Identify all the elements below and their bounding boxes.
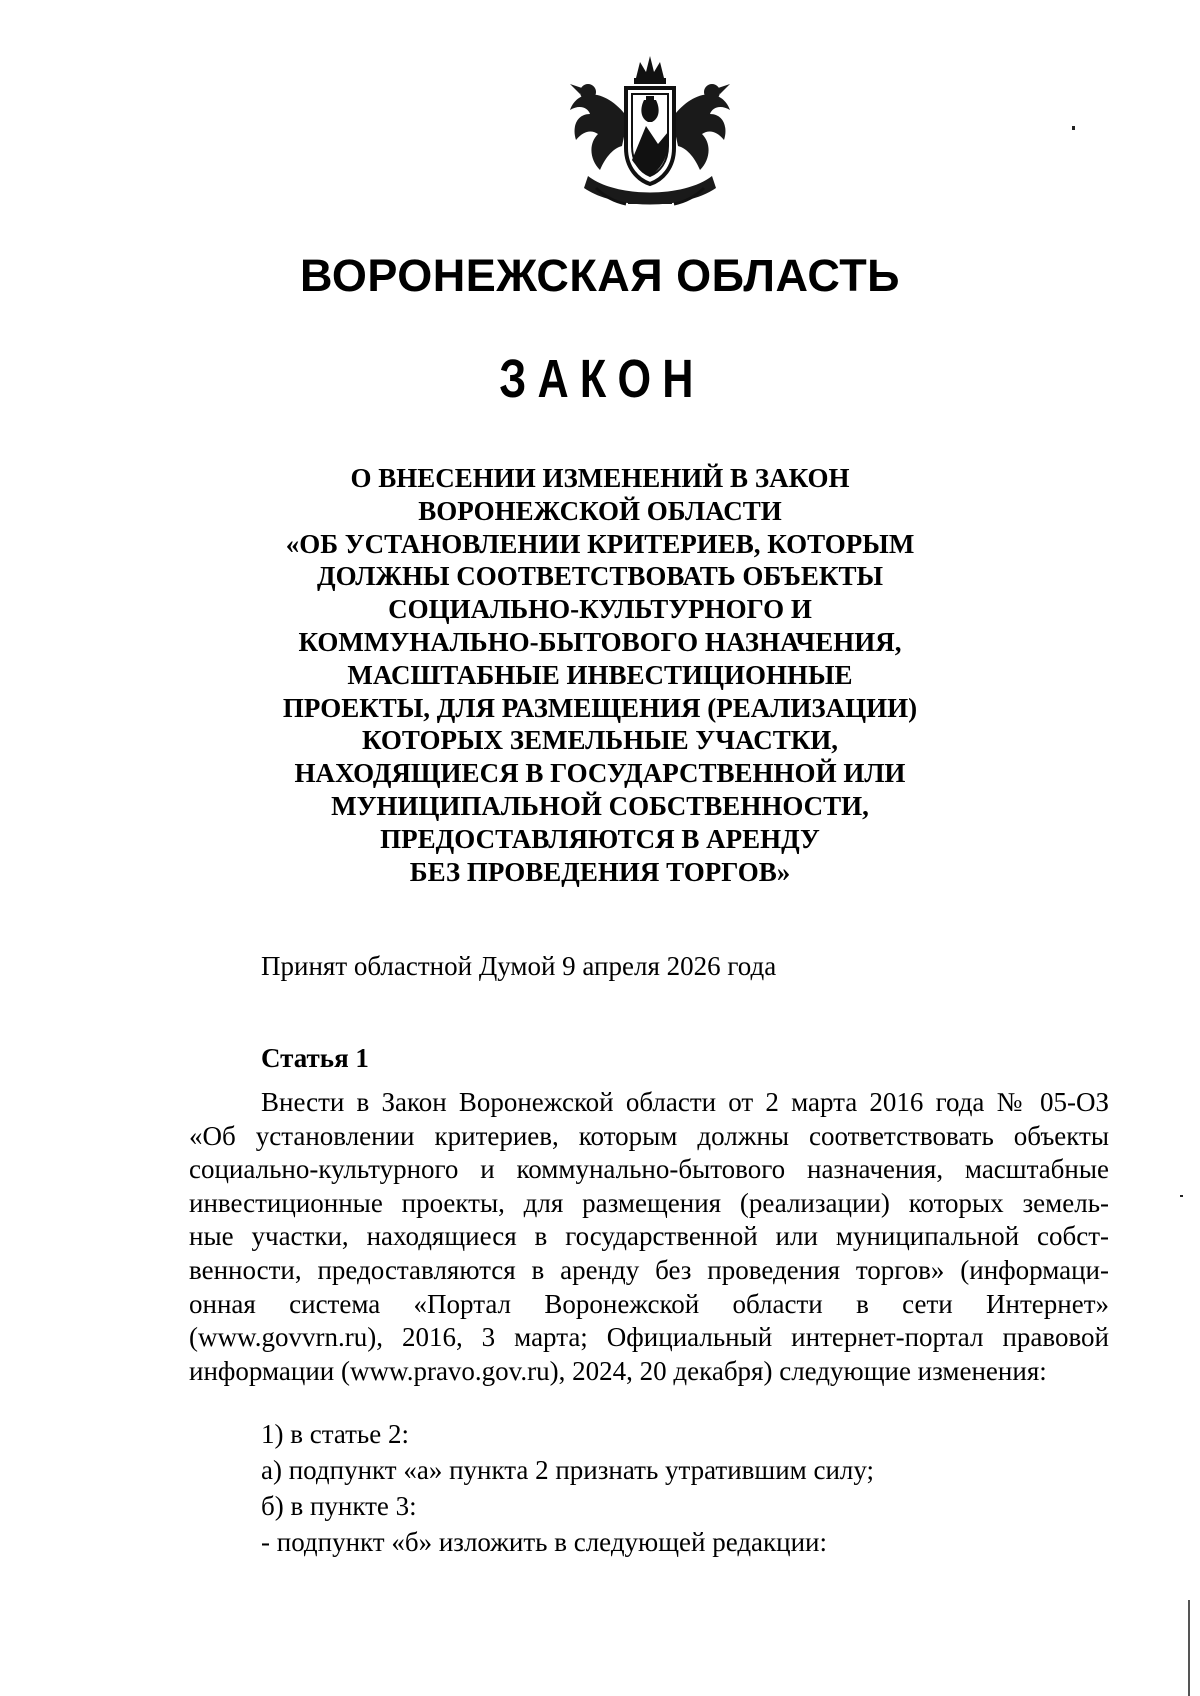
title-line: О ВНЕСЕНИИ ИЗМЕНЕНИЙ В ЗАКОН [350, 463, 850, 493]
article-line: онная система «Портал Воронежской области в сети Интернет» [189, 1288, 1109, 1319]
coat-of-arms-icon [566, 48, 734, 208]
title-line: ДОЛЖНЫ СООТВЕТСТВОВАТЬ ОБЪЕКТЫ [317, 561, 883, 592]
title-line: СОЦИАЛЬНО-КУЛЬТУРНОГО И [388, 594, 812, 625]
article-body [189, 1086, 1109, 1388]
title-line: ВОРОНЕЖСКОЙ ОБЛАСТИ [418, 495, 782, 526]
list-item: - подпункт «б» изложить в следующей редакции: [261, 1527, 828, 1557]
scan-artifact [1180, 1195, 1183, 1197]
title-line: ПРЕДОСТАВЛЯЮТСЯ В АРЕНДУ [380, 823, 820, 854]
emblem-graphic [566, 48, 734, 208]
list-item: б) в пункте 3: [261, 1491, 417, 1521]
title-line: НАХОДЯЩИЕСЯ В ГОСУДАРСТВЕННОЙ ИЛИ [294, 758, 906, 789]
article-line: социально-культурного и коммунально-бытового назначения, масштабные [189, 1154, 1109, 1185]
title-line: МУНИЦИПАЛЬНОЙ СОБСТВЕННОСТИ, [331, 790, 869, 821]
article-line: (www.govvrn.ru), 2016, 3 марта; Официальный интернет-портал правовой [189, 1322, 1109, 1353]
article-line: информации (www.pravo.gov.ru), 2024, 20 декабря) следующие изменения: [189, 1355, 1047, 1386]
scan-artifact [1072, 126, 1075, 130]
adoption-note: Принят областной Думой 9 апреля 2026 года [261, 951, 777, 981]
article-line: ные участки, находящиеся в государственной или муниципальной собст- [189, 1221, 1109, 1252]
title-line: КОММУНАЛЬНО-БЫТОВОГО НАЗНАЧЕНИЯ, [298, 626, 902, 657]
amendment-list [261, 1416, 874, 1560]
title-line: МАСШТАБНЫЕ ИНВЕСТИЦИОННЫЕ [347, 659, 853, 690]
title-line: «ОБ УСТАНОВЛЕНИИ КРИТЕРИЕВ, КОТОРЫМ [285, 528, 915, 559]
list-item: а) подпункт «а» пункта 2 признать утратившим силу; [261, 1455, 875, 1485]
article-line: венности, предоставляются в аренду без проведения торгов» (информаци- [189, 1254, 1109, 1285]
title-line: КОТОРЫХ ЗЕМЕЛЬНЫЕ УЧАСТКИ, [361, 725, 839, 756]
article-line: инвестиционные проекты, для размещения (реализации) которых земель- [189, 1187, 1109, 1218]
article-line: Внести в Закон Воронежской области от 2 марта 2016 года № 05-ОЗ [261, 1087, 1109, 1117]
title-line: БЕЗ ПРОВЕДЕНИЯ ТОРГОВ» [409, 856, 791, 887]
region-name: ВОРОНЕЖСКАЯ ОБЛАСТЬ [299, 250, 901, 301]
article-line: «Об установлении критериев, которым должны соответствовать объекты [189, 1120, 1109, 1151]
article-heading: Статья 1 [261, 1043, 369, 1073]
list-item: 1) в статье 2: [261, 1419, 409, 1449]
law-title [150, 462, 1050, 888]
document-type: ЗАКОН [499, 349, 705, 409]
title-line: ПРОЕКТЫ, ДЛЯ РАЗМЕЩЕНИЯ (РЕАЛИЗАЦИИ) [282, 692, 918, 723]
scan-edge-line [1188, 1600, 1190, 1696]
